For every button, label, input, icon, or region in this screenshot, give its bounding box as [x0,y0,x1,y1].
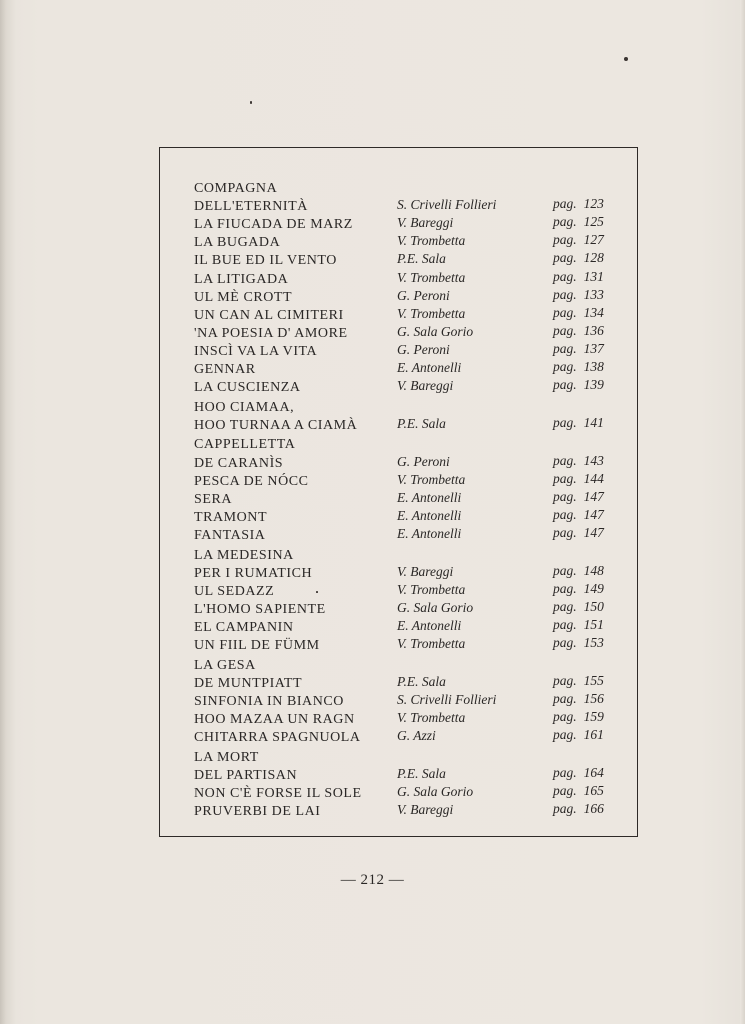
toc-entry-title: TRAMONT [194,509,268,525]
toc-entry-title: UN FIIL DE FÜMM [194,638,320,653]
page-number-ref: 125 [583,214,604,230]
page-label: pag. [553,764,577,780]
toc-entry-title: UL SEDAZZ [194,583,275,599]
page-label: pag. [553,304,577,320]
toc-entry-page-ref [553,727,604,743]
page-number-ref: 139 [583,377,604,393]
page-number-ref: 161 [583,727,604,742]
page-label: pag. [553,488,577,504]
toc-entry-title: INSCÌ VA LA VITA [194,343,318,359]
toc-entry-page-ref [553,765,604,781]
page-number-ref: 134 [583,304,604,320]
page-number-ref: 165 [583,782,604,798]
ink-speck [624,57,628,61]
toc-entry-author: V. Trombetta [397,581,466,597]
toc-entry-author: V. Bareggi [397,801,454,817]
toc-entry-page-ref [553,581,604,597]
page-label: pag. [553,268,577,284]
toc-entry-page-ref [553,377,604,393]
toc-entry-title: IL BUE ED IL VENTO [194,253,337,269]
toc-entry-title: PRUVERBI DE LAI [194,803,321,819]
page-label: pag. [553,672,577,688]
toc-entry-title: CHITARRA SPAGNUOLA [194,730,361,745]
toc-entry-title: CAPPELLETTA [194,437,296,453]
toc-entry-title: LA MEDESINA [194,547,294,563]
toc-entry-author: G. Peroni [397,453,450,469]
page-number-ref: 164 [583,764,604,780]
toc-entry-author: P.E. Sala [397,673,446,689]
page-number-ref: 151 [583,616,604,632]
toc-entry-page-ref [553,232,604,248]
page-number-ref: 123 [583,196,604,212]
toc-entry-title: L'HOMO SAPIENTE [194,601,326,617]
toc-entry-page-ref [553,341,604,357]
toc-entry-page-ref [553,691,604,707]
page-label: pag. [553,800,577,816]
page-label: pag. [553,452,577,468]
toc-entry-author: E. Antonelli [397,617,462,633]
page-number-ref: 147 [583,488,604,504]
toc-entry-title: LA GESA [194,657,256,673]
table-of-contents-frame [159,147,638,837]
toc-entry-author: V. Trombetta [397,305,466,321]
page-number-ref: 144 [583,470,604,486]
toc-entry-page-ref [553,287,604,303]
toc-entry-author: V. Trombetta [397,269,466,285]
toc-entry-title: LA CUSCIENZA [194,380,301,396]
toc-entry-author: G. Sala Gorio [397,323,474,339]
toc-entry-page-ref [553,563,604,579]
page-label: pag. [553,598,577,614]
toc-entry-title: SINFONIA IN BIANCO [194,693,344,709]
page-label: pag. [553,470,577,486]
page-number-ref: 137 [583,340,604,356]
page-number-ref: 143 [583,452,604,468]
toc-entry-author: S. Crivelli Follieri [397,691,497,707]
page-number-ref: 150 [583,598,604,614]
toc-entry-page-ref [553,617,604,633]
page-label: pag. [553,196,577,212]
page-label: pag. [553,377,577,393]
toc-entry-page-ref [553,250,604,266]
toc-entry-title: LA FIUCADA DE MARZ [194,217,353,233]
toc-entry-author: V. Bareggi [397,215,454,231]
toc-entry-author: V. Trombetta [397,709,466,725]
page-label: pag. [553,414,577,430]
toc-entry-author: E. Antonelli [397,525,462,541]
page-number-ref: 147 [583,524,604,540]
toc-entry-title: HOO TURNAA A CIAMÀ [194,417,358,433]
toc-entry-author: P.E. Sala [397,415,446,431]
page-number: — 212 — [340,872,405,888]
page-number-ref: 127 [583,232,604,248]
page-label: pag. [553,708,577,724]
page-number-ref: 156 [583,690,604,706]
toc-entry-title: 'NA POESIA D' AMORE [194,325,348,341]
toc-entry-title: HOO CIAMAA, [194,399,295,415]
page-number-ref: 155 [583,672,604,688]
page-label: pag. [553,580,577,596]
toc-entry-page-ref [553,489,604,505]
toc-entry-title: HOO MAZAA UN RAGN [194,711,355,727]
toc-entry-author: V. Bareggi [397,378,454,394]
page-number-ref: 166 [583,800,604,816]
toc-entry-title: PESCA DE NÓCC [194,473,309,489]
ink-speck [250,101,252,104]
toc-entry-title: COMPAGNA [194,181,278,196]
toc-entry-title: LA BUGADA [194,235,281,251]
page-number-ref: 141 [583,414,604,430]
toc-entry-page-ref [553,709,604,725]
page-number-ref: 131 [583,268,604,284]
toc-entry-page-ref [553,196,604,212]
page-label: pag. [553,322,577,338]
toc-entry-page-ref [553,635,604,651]
page-label: pag. [553,562,577,578]
page-edge [740,0,745,1024]
page-label: pag. [553,340,577,356]
toc-entry-page-ref [553,801,604,817]
page-number-ref: 138 [583,359,604,374]
toc-entry-page-ref [553,507,604,523]
page-label: pag. [553,782,577,798]
toc-entry-title: LA MORT [194,749,259,765]
toc-entry-title: UL MÈ CROTT [194,289,293,305]
page-label: pag. [553,727,577,742]
toc-entry-title: DE CARANÌS [194,455,284,471]
toc-entry-author: E. Antonelli [397,360,462,375]
page-number-ref: 153 [583,635,604,650]
toc-entry-author: G. Peroni [397,341,450,357]
toc-entry-page-ref [553,599,604,615]
page-label: pag. [553,214,577,230]
toc-entry-title: UN CAN AL CIMITERI [194,307,344,323]
page-number-ref: 133 [583,286,604,302]
toc-entry-page-ref [553,269,604,285]
page-number-ref: 149 [583,580,604,596]
page-label: pag. [553,506,577,522]
toc-entry-title: PER I RUMATICH [194,565,313,581]
toc-entry-page-ref [553,525,604,541]
toc-entry-author: G. Azzi [397,728,436,743]
toc-entry-author: V. Trombetta [397,636,466,651]
toc-entry-title: FANTASIA [194,527,266,543]
toc-entry-title: NON C'È FORSE IL SOLE [194,785,362,801]
toc-entry-author: E. Antonelli [397,507,462,523]
toc-entry-page-ref [553,305,604,321]
toc-entry-author: G. Sala Gorio [397,783,474,799]
toc-entry-author: E. Antonelli [397,489,462,505]
toc-entry-title: SERA [194,491,232,507]
toc-entry-author: V. Trombetta [397,233,466,249]
page-label: pag. [553,250,577,266]
page-label: pag. [553,359,577,374]
page-label: pag. [553,690,577,706]
toc-entry-title: DEL PARTISAN [194,767,298,783]
toc-entry-author: S. Crivelli Follieri [397,197,497,213]
toc-entry-author: G. Sala Gorio [397,599,474,615]
toc-entry-title: GENNAR [194,362,256,377]
page-label: pag. [553,524,577,540]
toc-entry-page-ref [553,471,604,487]
page-number-ref: 128 [583,250,604,266]
toc-entry-page-ref [553,783,604,799]
toc-entry-title: LA LITIGADA [194,271,289,287]
toc-entry-page-ref [553,323,604,339]
page-label: pag. [553,232,577,248]
toc-entry-page-ref [553,453,604,469]
page-label: pag. [553,616,577,632]
toc-entry-author: V. Bareggi [397,563,454,579]
toc-entry-author: P.E. Sala [397,251,446,267]
toc-entry-author: P.E. Sala [397,765,446,781]
toc-entry-page-ref [553,673,604,689]
toc-entry-author: V. Trombetta [397,471,466,487]
toc-entry-page-ref [553,214,604,230]
page-label: pag. [553,286,577,302]
toc-entry-author: G. Peroni [397,287,450,303]
toc-entry-title: EL CAMPANIN [194,619,294,635]
page-number-ref: 147 [583,506,604,522]
page-number-ref: 159 [583,708,604,724]
toc-entry-title: DELL'ETERNITÀ [194,199,308,215]
toc-entry-page-ref [553,359,604,375]
page-number-ref: 148 [583,562,604,578]
page-label: pag. [553,635,577,650]
toc-entry-title: DE MUNTPIATT [194,675,303,691]
toc-entry-page-ref [553,415,604,431]
page-number-ref: 136 [583,322,604,338]
